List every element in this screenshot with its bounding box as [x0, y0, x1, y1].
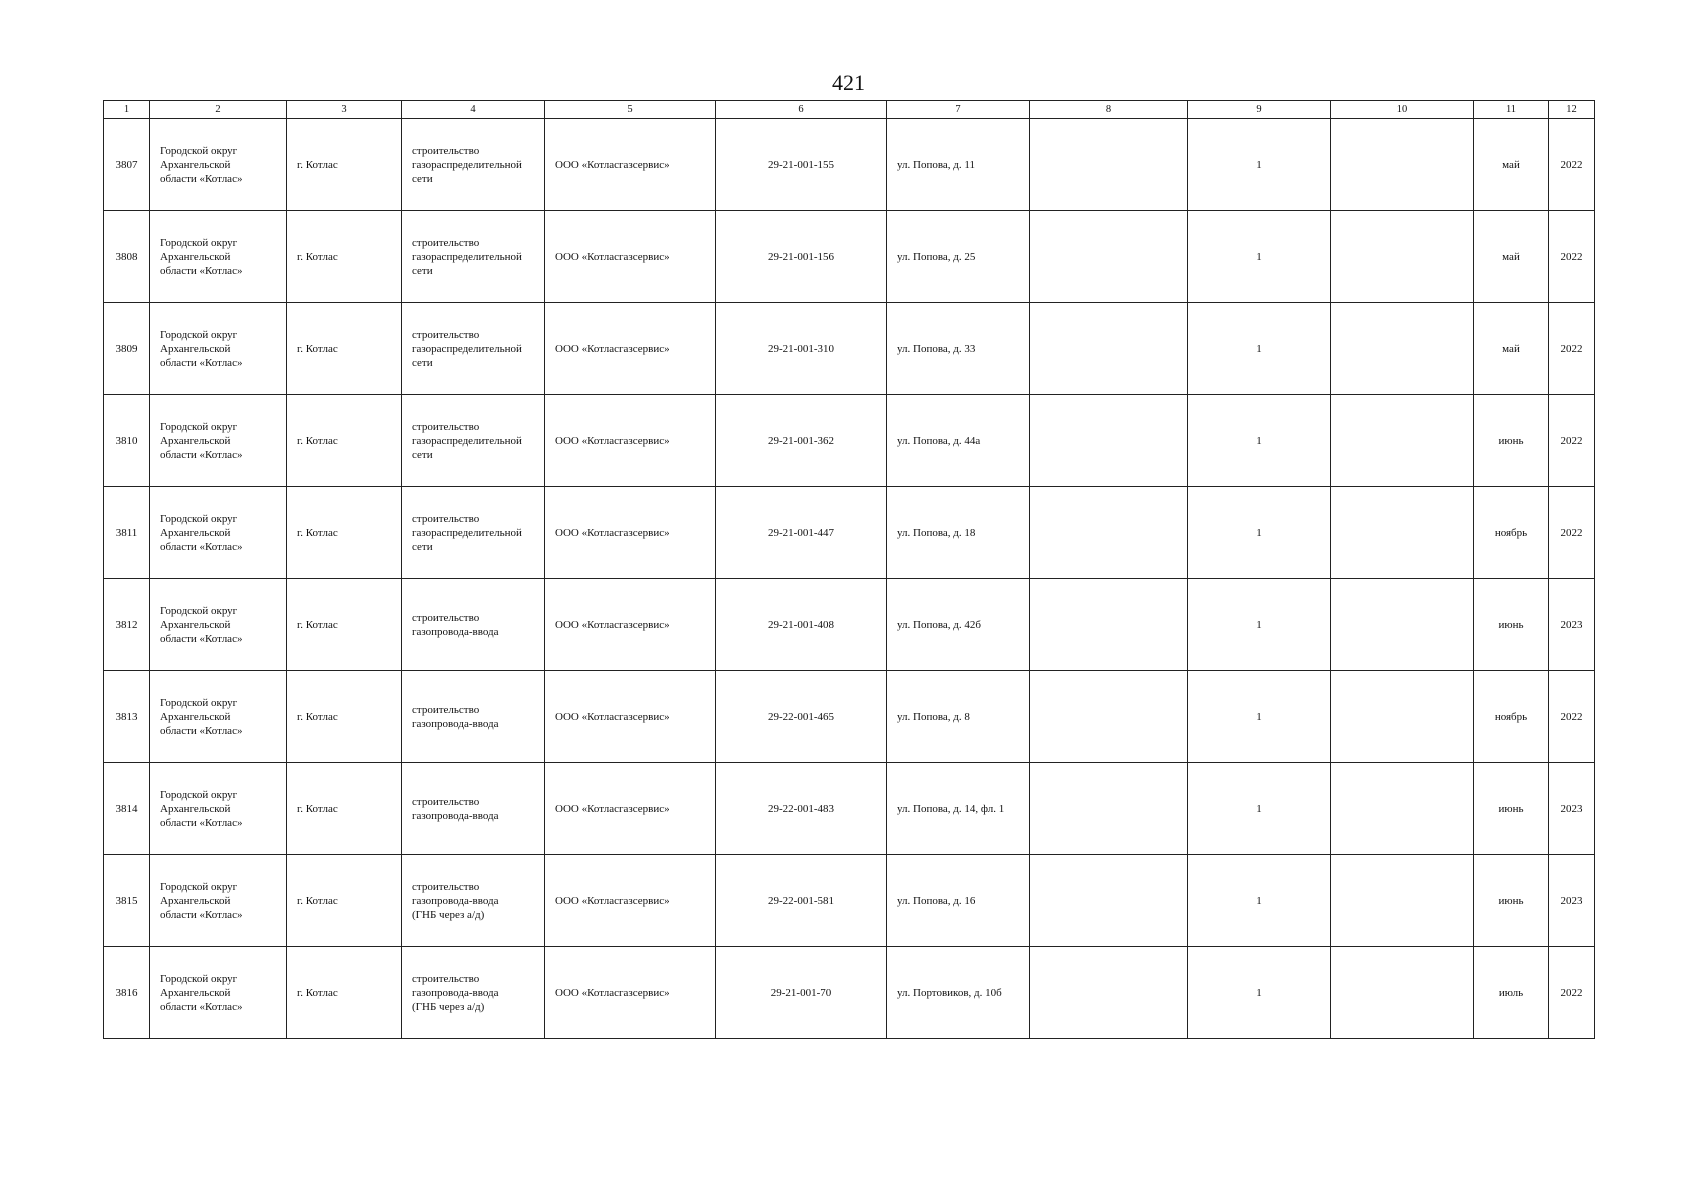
table-row	[104, 487, 1595, 579]
object-code-cell: 29-22-001-465	[716, 671, 887, 763]
district-cell: Городской округ Архангельской области «Котлас»	[150, 487, 287, 579]
object-code-cell: 29-21-001-310	[716, 303, 887, 395]
column-8-cell	[1030, 211, 1188, 303]
row-number-cell: 3814	[104, 763, 150, 855]
month-cell: июль	[1474, 947, 1549, 1039]
column-10-cell	[1331, 763, 1474, 855]
work-type-cell: строительство газораспределительной сети	[402, 487, 545, 579]
column-header: 9	[1188, 101, 1331, 119]
organization-cell: ООО «Котласгазсервис»	[545, 855, 716, 947]
address-cell: ул. Попова, д. 42б	[887, 579, 1030, 671]
row-number-cell: 3808	[104, 211, 150, 303]
row-number-cell: 3815	[104, 855, 150, 947]
year-cell: 2022	[1549, 947, 1595, 1039]
column-header: 8	[1030, 101, 1188, 119]
object-code-cell: 29-22-001-581	[716, 855, 887, 947]
object-code-cell: 29-21-001-408	[716, 579, 887, 671]
district-cell: Городской округ Архангельской области «Котлас»	[150, 303, 287, 395]
column-8-cell	[1030, 487, 1188, 579]
month-cell: ноябрь	[1474, 487, 1549, 579]
column-header: 11	[1474, 101, 1549, 119]
organization-cell: ООО «Котласгазсервис»	[545, 671, 716, 763]
year-cell: 2022	[1549, 487, 1595, 579]
object-code-cell: 29-21-001-362	[716, 395, 887, 487]
city-cell: г. Котлас	[287, 855, 402, 947]
column-10-cell	[1331, 579, 1474, 671]
table-row	[104, 947, 1595, 1039]
address-cell: ул. Портовиков, д. 10б	[887, 947, 1030, 1039]
column-10-cell	[1331, 487, 1474, 579]
table-row	[104, 119, 1595, 211]
city-cell: г. Котлас	[287, 119, 402, 211]
address-cell: ул. Попова, д. 33	[887, 303, 1030, 395]
year-cell: 2022	[1549, 671, 1595, 763]
city-cell: г. Котлас	[287, 763, 402, 855]
object-code-cell: 29-21-001-155	[716, 119, 887, 211]
work-type-cell: строительство газопровода-ввода	[402, 579, 545, 671]
month-cell: май	[1474, 211, 1549, 303]
organization-cell: ООО «Котласгазсервис»	[545, 303, 716, 395]
column-8-cell	[1030, 119, 1188, 211]
table-row	[104, 395, 1595, 487]
address-cell: ул. Попова, д. 18	[887, 487, 1030, 579]
work-type-cell: строительство газопровода-ввода	[402, 671, 545, 763]
work-type-cell: строительство газопровода-ввода (ГНБ через а/д)	[402, 947, 545, 1039]
object-code-cell: 29-21-001-156	[716, 211, 887, 303]
city-cell: г. Котлас	[287, 211, 402, 303]
quantity-cell: 1	[1188, 119, 1331, 211]
year-cell: 2022	[1549, 211, 1595, 303]
column-header: 4	[402, 101, 545, 119]
month-cell: июнь	[1474, 763, 1549, 855]
row-number-cell: 3812	[104, 579, 150, 671]
column-8-cell	[1030, 395, 1188, 487]
organization-cell: ООО «Котласгазсервис»	[545, 119, 716, 211]
city-cell: г. Котлас	[287, 947, 402, 1039]
year-cell: 2022	[1549, 119, 1595, 211]
organization-cell: ООО «Котласгазсервис»	[545, 487, 716, 579]
address-cell: ул. Попова, д. 44а	[887, 395, 1030, 487]
address-cell: ул. Попова, д. 11	[887, 119, 1030, 211]
year-cell: 2023	[1549, 763, 1595, 855]
column-header: 7	[887, 101, 1030, 119]
city-cell: г. Котлас	[287, 303, 402, 395]
row-number-cell: 3807	[104, 119, 150, 211]
column-header: 2	[150, 101, 287, 119]
row-number-cell: 3811	[104, 487, 150, 579]
quantity-cell: 1	[1188, 303, 1331, 395]
district-cell: Городской округ Архангельской области «Котлас»	[150, 763, 287, 855]
object-code-cell: 29-22-001-483	[716, 763, 887, 855]
row-number-cell: 3809	[104, 303, 150, 395]
address-cell: ул. Попова, д. 8	[887, 671, 1030, 763]
column-header: 12	[1549, 101, 1595, 119]
column-8-cell	[1030, 855, 1188, 947]
address-cell: ул. Попова, д. 16	[887, 855, 1030, 947]
quantity-cell: 1	[1188, 855, 1331, 947]
column-header: 3	[287, 101, 402, 119]
district-cell: Городской округ Архангельской области «Котлас»	[150, 947, 287, 1039]
month-cell: май	[1474, 119, 1549, 211]
column-10-cell	[1331, 947, 1474, 1039]
year-cell: 2022	[1549, 395, 1595, 487]
organization-cell: ООО «Котласгазсервис»	[545, 395, 716, 487]
year-cell: 2023	[1549, 855, 1595, 947]
data-table	[103, 100, 1595, 1039]
month-cell: май	[1474, 303, 1549, 395]
month-cell: июнь	[1474, 579, 1549, 671]
column-10-cell	[1331, 119, 1474, 211]
address-cell: ул. Попова, д. 14, фл. 1	[887, 763, 1030, 855]
column-10-cell	[1331, 395, 1474, 487]
table-row	[104, 303, 1595, 395]
table-row	[104, 671, 1595, 763]
work-type-cell: строительство газораспределительной сети	[402, 395, 545, 487]
object-code-cell: 29-21-001-70	[716, 947, 887, 1039]
quantity-cell: 1	[1188, 579, 1331, 671]
month-cell: ноябрь	[1474, 671, 1549, 763]
column-10-cell	[1331, 671, 1474, 763]
column-header: 1	[104, 101, 150, 119]
column-10-cell	[1331, 211, 1474, 303]
year-cell: 2022	[1549, 303, 1595, 395]
column-8-cell	[1030, 947, 1188, 1039]
column-header: 5	[545, 101, 716, 119]
work-type-cell: строительство газопровода-ввода (ГНБ через а/д)	[402, 855, 545, 947]
column-header: 6	[716, 101, 887, 119]
district-cell: Городской округ Архангельской области «Котлас»	[150, 671, 287, 763]
month-cell: июнь	[1474, 855, 1549, 947]
column-header: 10	[1331, 101, 1474, 119]
table-row	[104, 579, 1595, 671]
city-cell: г. Котлас	[287, 395, 402, 487]
organization-cell: ООО «Котласгазсервис»	[545, 211, 716, 303]
quantity-cell: 1	[1188, 211, 1331, 303]
row-number-cell: 3813	[104, 671, 150, 763]
organization-cell: ООО «Котласгазсервис»	[545, 579, 716, 671]
table-row	[104, 855, 1595, 947]
column-8-cell	[1030, 671, 1188, 763]
work-type-cell: строительство газораспределительной сети	[402, 119, 545, 211]
district-cell: Городской округ Архангельской области «Котлас»	[150, 579, 287, 671]
city-cell: г. Котлас	[287, 487, 402, 579]
work-type-cell: строительство газопровода-ввода	[402, 763, 545, 855]
quantity-cell: 1	[1188, 671, 1331, 763]
page-number: 421	[832, 70, 865, 95]
work-type-cell: строительство газораспределительной сети	[402, 303, 545, 395]
table-row	[104, 211, 1595, 303]
city-cell: г. Котлас	[287, 579, 402, 671]
year-cell: 2023	[1549, 579, 1595, 671]
city-cell: г. Котлас	[287, 671, 402, 763]
quantity-cell: 1	[1188, 395, 1331, 487]
month-cell: июнь	[1474, 395, 1549, 487]
row-number-cell: 3810	[104, 395, 150, 487]
organization-cell: ООО «Котласгазсервис»	[545, 763, 716, 855]
quantity-cell: 1	[1188, 763, 1331, 855]
work-type-cell: строительство газораспределительной сети	[402, 211, 545, 303]
column-10-cell	[1331, 855, 1474, 947]
row-number-cell: 3816	[104, 947, 150, 1039]
quantity-cell: 1	[1188, 947, 1331, 1039]
district-cell: Городской округ Архангельской области «Котлас»	[150, 211, 287, 303]
object-code-cell: 29-21-001-447	[716, 487, 887, 579]
column-8-cell	[1030, 303, 1188, 395]
column-8-cell	[1030, 763, 1188, 855]
table-row	[104, 763, 1595, 855]
district-cell: Городской округ Архангельской области «Котлас»	[150, 395, 287, 487]
quantity-cell: 1	[1188, 487, 1331, 579]
column-8-cell	[1030, 579, 1188, 671]
organization-cell: ООО «Котласгазсервис»	[545, 947, 716, 1039]
district-cell: Городской округ Архангельской области «Котлас»	[150, 855, 287, 947]
district-cell: Городской округ Архангельской области «Котлас»	[150, 119, 287, 211]
header-row	[104, 101, 1595, 119]
address-cell: ул. Попова, д. 25	[887, 211, 1030, 303]
column-10-cell	[1331, 303, 1474, 395]
